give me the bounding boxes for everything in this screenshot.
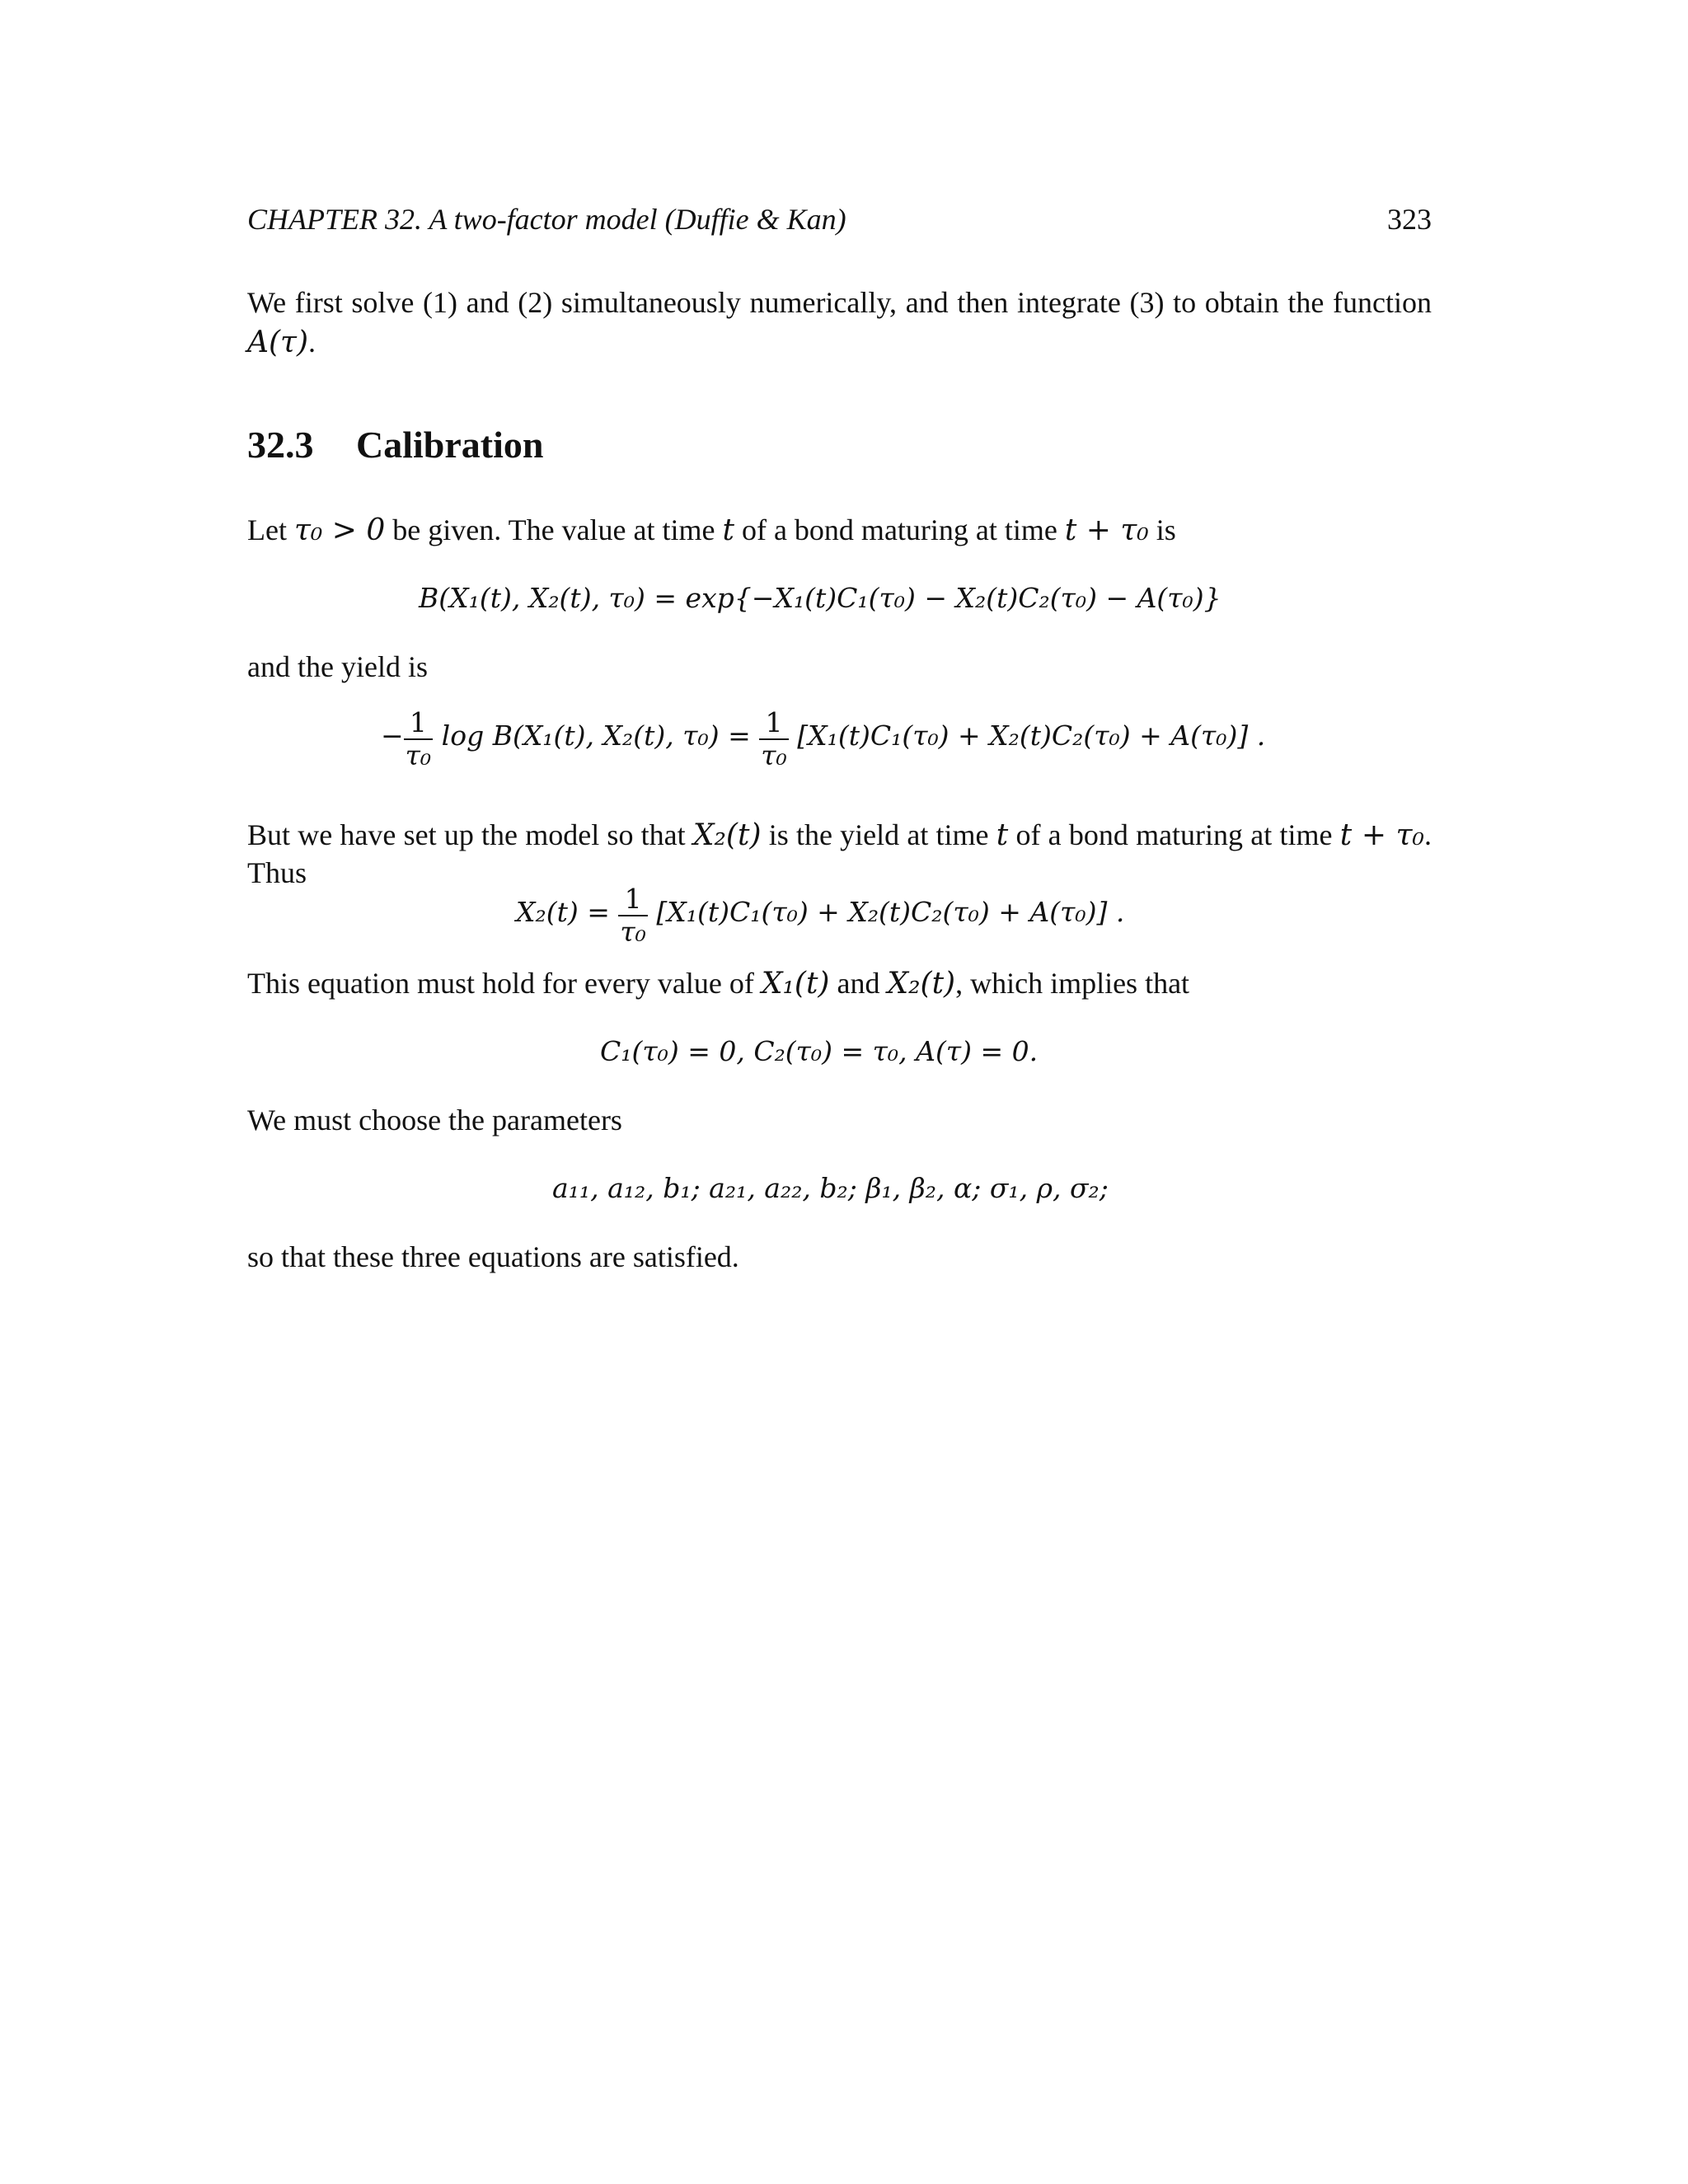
para3-text-c: , which implies that [955, 967, 1190, 1000]
para1-text-d: is [1148, 513, 1176, 546]
x2-fraction [618, 883, 648, 948]
x2-lhs: X₂(t) = [516, 896, 619, 928]
x2-bracket: [X₁(t)C₁(τ₀) + X₂(t)C₂(τ₀) + A(τ₀)] . [656, 896, 1125, 928]
para1-text-b: be given. The value at time [385, 513, 723, 546]
yield-middle: log B(X₁(t), X₂(t), τ₀) = [441, 719, 760, 752]
yield-frac1-den: τ₀ [405, 739, 432, 771]
para1-math-c: t + τ₀ [1064, 513, 1149, 547]
para1-text-a: Let [247, 513, 294, 546]
yield-frac2-num: 1 [759, 707, 789, 740]
section-number: 32.3 [247, 424, 314, 466]
intro-line-2 [247, 323, 316, 362]
intro-math: A(τ) [247, 326, 309, 359]
para2-math-a: X₂(t) [692, 818, 762, 852]
para2-text-d: . [1424, 818, 1432, 851]
para1-text-c: of a bond maturing at time [734, 513, 1065, 546]
yield-frac2-den: τ₀ [761, 739, 787, 771]
yield-fraction-1 [404, 707, 434, 771]
para-must-hold [247, 964, 1189, 1003]
para3-math-a: X₁(t) [761, 967, 830, 1001]
para2-text-a: But we have set up the model so that [247, 818, 693, 851]
intro-line-1: We first solve (1) and (2) simultaneously numerically, and then integrate (3) to obtain the function [247, 286, 1432, 319]
x2-frac-num: 1 [618, 883, 648, 916]
para1-math-a: τ₀ > 0 [293, 513, 386, 547]
section-title: Calibration [356, 424, 544, 466]
params-intro: We must choose the parameters [247, 1104, 622, 1137]
para2-text-c: of a bond maturing at time [1008, 818, 1340, 851]
para1-math-b: t [722, 513, 734, 547]
x2-frac-den: τ₀ [620, 916, 646, 948]
para2-text-b: is the yield at time [761, 818, 996, 851]
yield-fraction-2 [759, 707, 789, 771]
para3-text-b: and [829, 967, 888, 1000]
equation-bond-price: B(X₁(t), X₂(t), τ₀) = exp{−X₁(t)C₁(τ₀) − X₂(t)C₂(τ₀) − A(τ₀)} [419, 582, 1221, 614]
closing-sentence: so that these three equations are satisfied. [247, 1240, 739, 1273]
running-header [247, 200, 1432, 238]
running-title: CHAPTER 32. A two-factor model (Duffie & Kan) [247, 203, 846, 236]
section-heading [247, 422, 543, 468]
yield-minus: − [381, 719, 404, 752]
para-thus: Thus [247, 856, 307, 889]
equation-parameters: a₁₁, a₁₂, b₁; a₂₁, a₂₂, b₂; β₁, β₂, α; σ₁, ρ, σ₂; [552, 1172, 1109, 1204]
para-let-tau [247, 511, 1176, 550]
equation-yield [381, 705, 1265, 770]
yield-intro: and the yield is [247, 650, 428, 683]
para-model-setup [247, 816, 1432, 855]
yield-bracket: [X₁(t)C₁(τ₀) + X₂(t)C₂(τ₀) + A(τ₀)] . [797, 719, 1266, 752]
para2-math-b: t [996, 818, 1009, 852]
intro-period: . [308, 326, 316, 359]
page-number: 323 [1387, 203, 1432, 236]
yield-frac1-num: 1 [404, 707, 434, 740]
para2-math-c: t + τ₀ [1339, 818, 1424, 852]
para3-math-b: X₂(t) [887, 967, 956, 1001]
para3-text-a: This equation must hold for every value of [247, 967, 762, 1000]
equation-conditions: C₁(τ₀) = 0, C₂(τ₀) = τ₀, A(τ) = 0. [600, 1035, 1039, 1067]
equation-x2 [516, 882, 1124, 946]
